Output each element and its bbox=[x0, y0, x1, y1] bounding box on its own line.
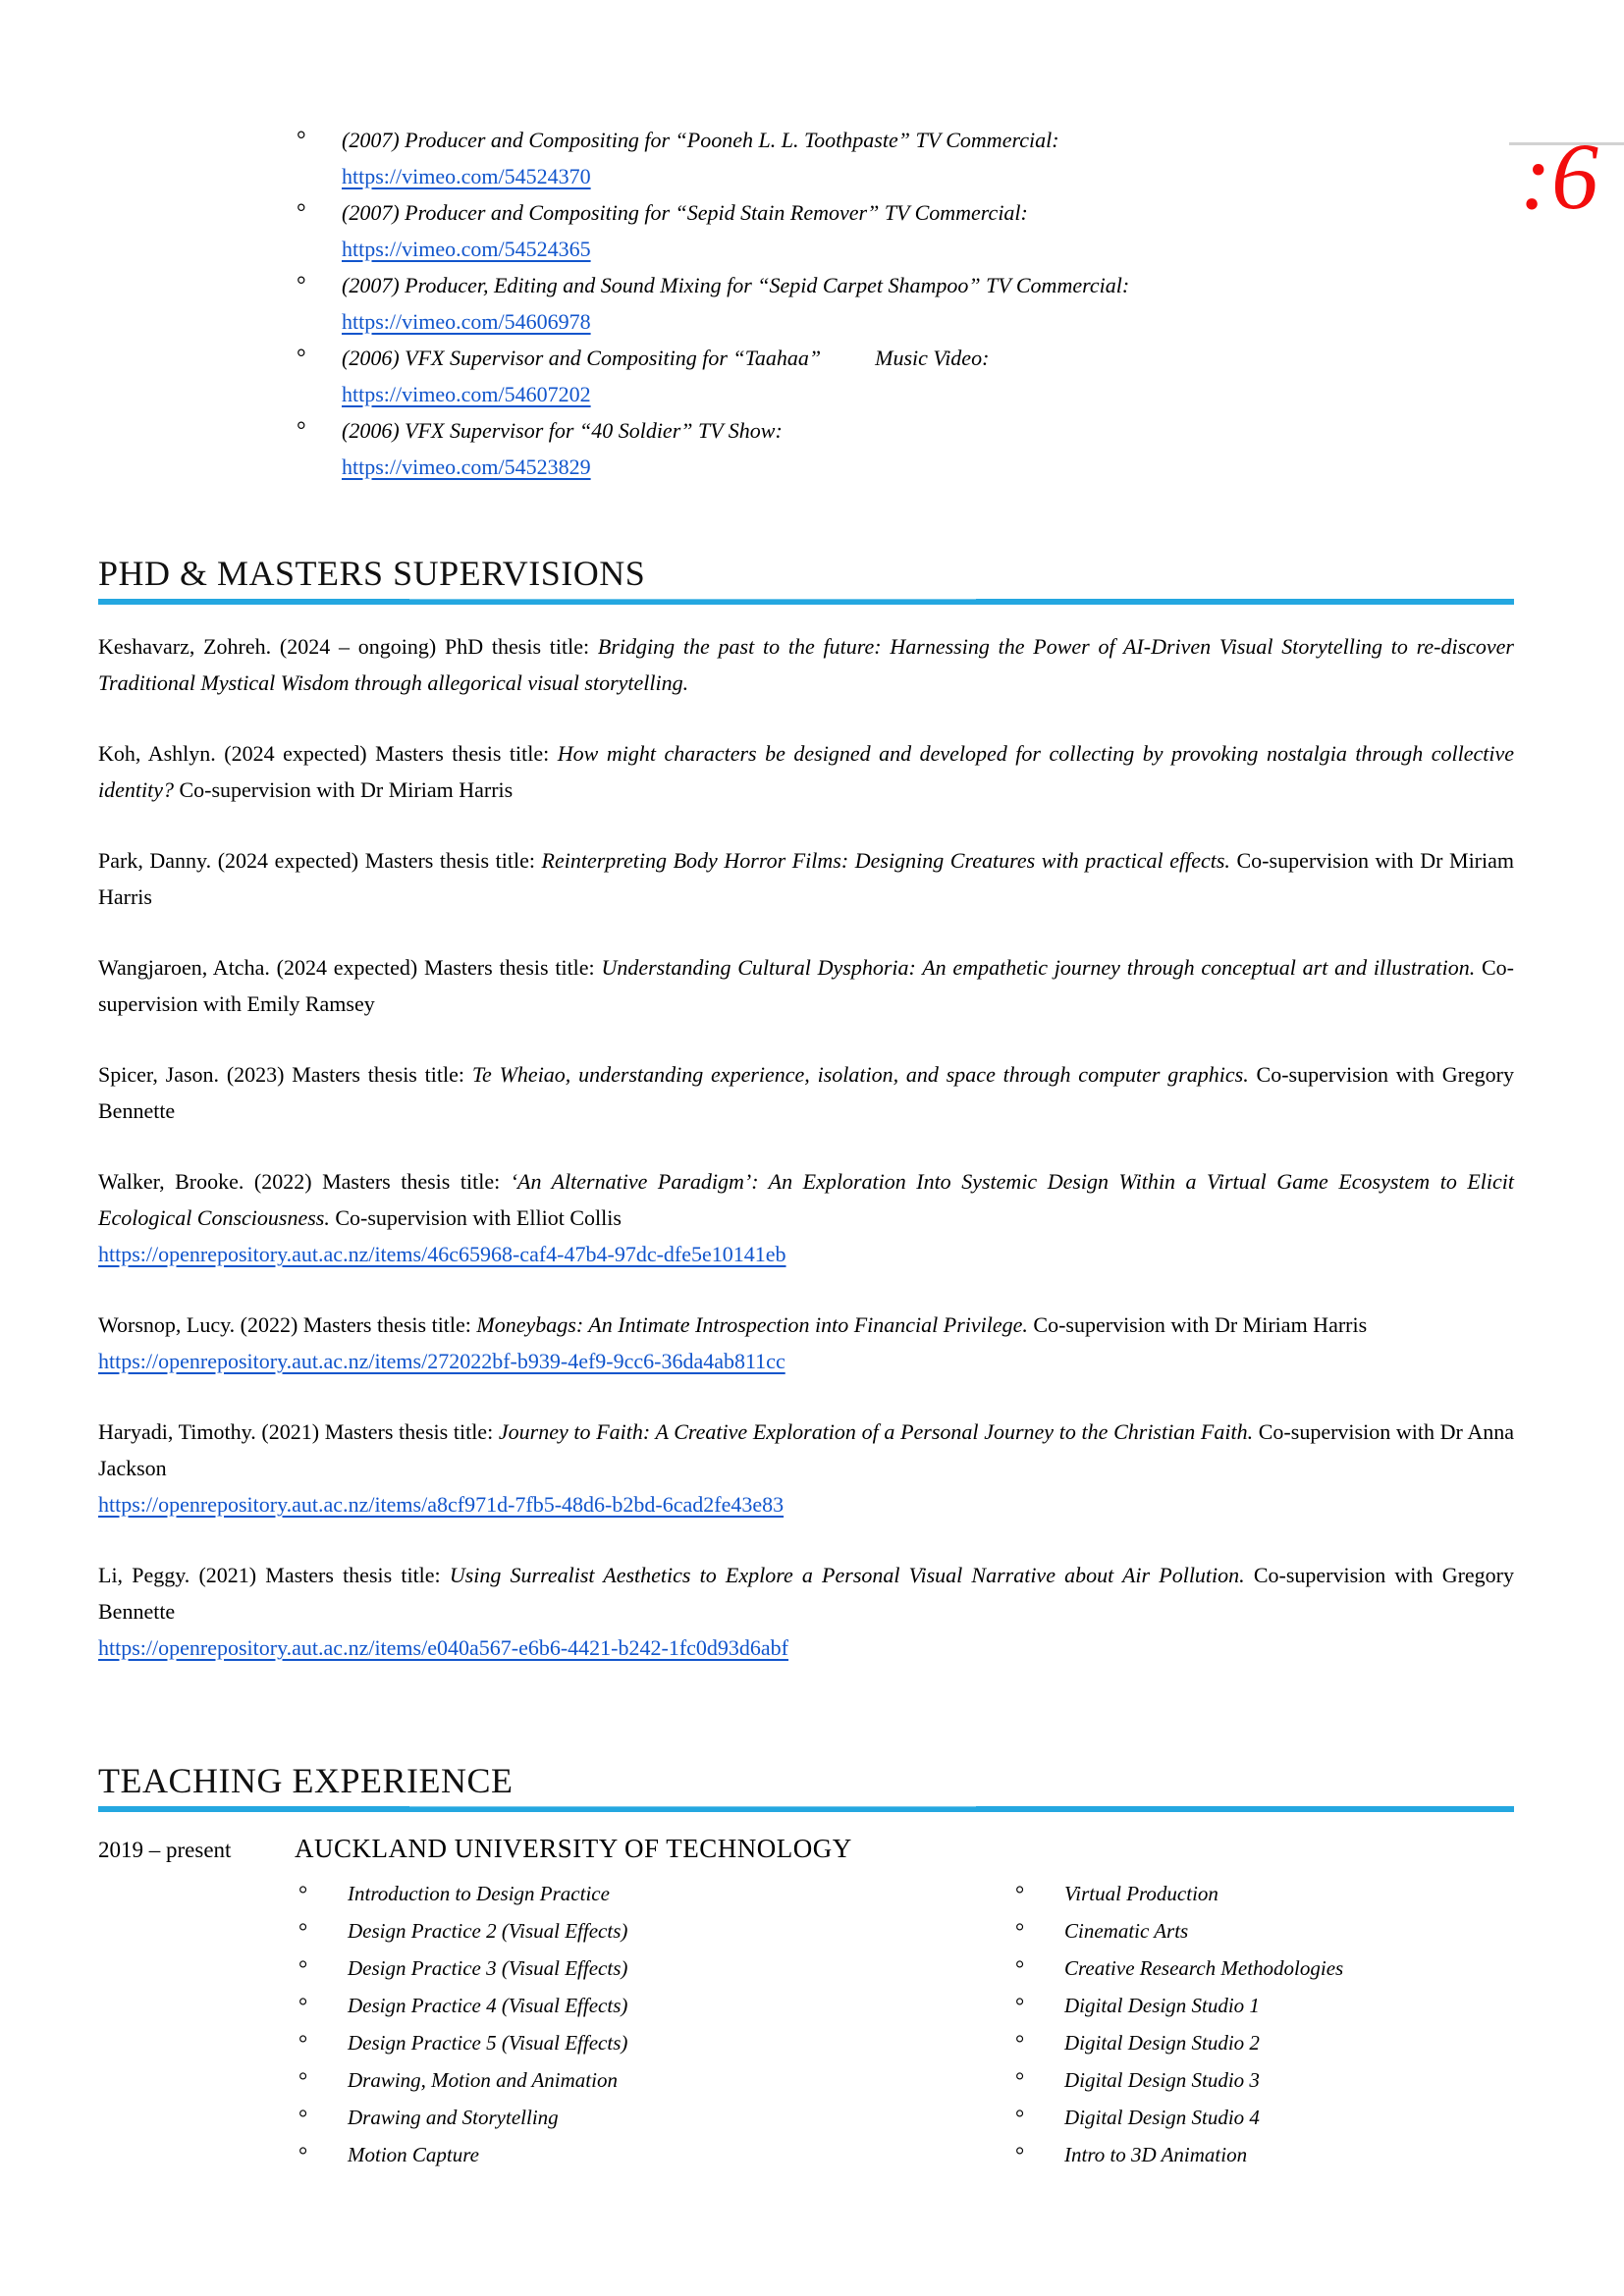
circle-bullet-icon: ° bbox=[1015, 1919, 1025, 1944]
circle-bullet-icon: ° bbox=[1015, 2106, 1025, 2130]
circle-bullet-icon: ° bbox=[298, 2106, 308, 2130]
supervision-entry: Keshavarz, Zohreh. (2024 – ongoing) PhD thesis title: Bridging the past to the future: Harnessing the Power of AI-Driven Visual Storytelling to re-discover Traditional Mystical Wisdom through allegorical visual storytelling. bbox=[98, 634, 1514, 695]
repository-link[interactable]: https://openrepository.aut.ac.nz/items/a8cf971d-7fb5-48d6-b2bd-6cad2fe43e83 bbox=[98, 1492, 785, 1517]
repository-link[interactable]: https://openrepository.aut.ac.nz/items/46c65968-caf4-47b4-97dc-dfe5e10141eb bbox=[98, 1242, 786, 1266]
circle-bullet-icon: ° bbox=[1015, 2031, 1025, 2056]
circle-bullet-icon: ° bbox=[297, 128, 306, 153]
supervision-entry: Li, Peggy. (2021) Masters thesis title: Using Surrealist Aesthetics to Explore a Personal Visual Narrative about Air Pollution. Co-supervision with Gregory Bennette https://openrepository.aut.ac.nz/items/e040a567-e6b6-4421-b242-1fc0d93d6abf bbox=[98, 1557, 1514, 1666]
film-credits-list bbox=[295, 122, 1326, 485]
course-item: ° Motion Capture bbox=[297, 2136, 964, 2173]
supervision-entry: Park, Danny. (2024 expected) Masters thesis title: Reinterpreting Body Horror Films: Designing Creatures with practical effects. Co-supervision with Dr Miriam Harris bbox=[98, 848, 1515, 909]
course-item: ° Design Practice 3 (Visual Effects) bbox=[297, 1949, 964, 1987]
supervision-entry: Walker, Brooke. (2022) Masters thesis title: ‘An Alternative Paradigm’: An Exploration Into Systemic Design Within a Virtual Game Ecosystem to Elicit Ecological Consciousness. Co-supervision with Elliot Collis https://openrepository.aut.ac.nz/items/46c65968-caf4-47b4-97dc-dfe5e10141eb bbox=[98, 1163, 1514, 1272]
page-number: :6 bbox=[1520, 124, 1598, 229]
course-item: ° Digital Design Studio 3 bbox=[1013, 2061, 1563, 2099]
thesis-title: Understanding Cultural Dysphoria: An empathetic journey through conceptual art and illustration. bbox=[601, 955, 1476, 980]
circle-bullet-icon: ° bbox=[1015, 1994, 1025, 2018]
vimeo-link[interactable]: https://vimeo.com/54606978 bbox=[342, 309, 591, 334]
supervision-entry: Wangjaroen, Atcha. (2024 expected) Masters thesis title: Understanding Cultural Dysphoria: An empathetic journey through conceptual art and illustration. Co-supervision with Emily Ramsey bbox=[98, 955, 1515, 1016]
section-heading-supervisions: PHD & MASTERS SUPERVISIONS bbox=[98, 554, 646, 593]
course-item: ° Cinematic Arts bbox=[1013, 1912, 1563, 1949]
course-item: ° Design Practice 2 (Visual Effects) bbox=[297, 1912, 964, 1949]
course-list-right bbox=[1013, 1875, 1563, 2173]
circle-bullet-icon: ° bbox=[1015, 1956, 1025, 1981]
circle-bullet-icon: ° bbox=[1015, 2068, 1025, 2093]
thesis-title: Journey to Faith: A Creative Exploration of a Personal Journey to the Christian Faith. bbox=[498, 1419, 1254, 1444]
supervision-entry: Koh, Ashlyn. (2024 expected) Masters thesis title: How might characters be designed and developed for collecting by provoking nostalgia through collective identity? Co-supervision with Dr Miriam Harris bbox=[98, 741, 1515, 802]
circle-bullet-icon: ° bbox=[298, 1919, 308, 1944]
credit-text: (2006) VFX Supervisor and Compositing for “Taahaa” Music Video: bbox=[342, 346, 990, 370]
vimeo-link[interactable]: https://vimeo.com/54524370 bbox=[342, 164, 591, 188]
heading-underline bbox=[98, 599, 1514, 605]
thesis-title: Bridging the past to the future: Harnessing the Power of AI-Driven Visual Storytelling to re-discover Traditional Mystical Wisdom through allegorical visual storytelling. bbox=[98, 634, 1514, 695]
circle-bullet-icon: ° bbox=[297, 346, 306, 371]
course-item: ° Creative Research Methodologies bbox=[1013, 1949, 1563, 1987]
circle-bullet-icon: ° bbox=[298, 2031, 308, 2056]
credit-text: (2007) Producer and Compositing for “Pooneh L. L. Toothpaste” TV Commercial: bbox=[342, 128, 1059, 152]
course-item: ° Drawing and Storytelling bbox=[297, 2099, 964, 2136]
vimeo-link[interactable]: https://vimeo.com/54524365 bbox=[342, 237, 591, 261]
credit-item bbox=[295, 412, 1326, 485]
credit-item bbox=[295, 194, 1326, 267]
course-item: ° Digital Design Studio 1 bbox=[1013, 1987, 1563, 2024]
credit-item bbox=[295, 340, 1326, 412]
credit-text: (2007) Producer, Editing and Sound Mixing for “Sepid Carpet Shampoo” TV Commercial: bbox=[342, 273, 1130, 297]
credit-text: (2007) Producer and Compositing for “Sepid Stain Remover” TV Commercial: bbox=[342, 200, 1028, 225]
vimeo-link[interactable]: https://vimeo.com/54523829 bbox=[342, 454, 591, 479]
circle-bullet-icon: ° bbox=[298, 2143, 308, 2167]
course-item: ° Virtual Production bbox=[1013, 1875, 1563, 1912]
supervision-entry: Worsnop, Lucy. (2022) Masters thesis title: Moneybags: An Intimate Introspection into Financial Privilege. Co-supervision with Dr Miriam Harris https://openrepository.aut.ac.nz/items/272022bf-b939-4ef9-9cc6-36da4ab811cc bbox=[98, 1307, 1514, 1379]
thesis-title: Using Surrealist Aesthetics to Explore a Personal Visual Narrative about Air Pollution. bbox=[449, 1563, 1245, 1587]
course-item: ° Digital Design Studio 2 bbox=[1013, 2024, 1563, 2061]
section-heading-teaching: TEACHING EXPERIENCE bbox=[98, 1761, 514, 1800]
vimeo-link[interactable]: https://vimeo.com/54607202 bbox=[342, 382, 591, 406]
course-item: ° Design Practice 4 (Visual Effects) bbox=[297, 1987, 964, 2024]
credit-item bbox=[295, 267, 1326, 340]
credit-item bbox=[295, 122, 1326, 194]
supervision-entry: Spicer, Jason. (2023) Masters thesis title: Te Wheiao, understanding experience, isolation, and space through computer graphics. Co-supervision with Gregory Bennette bbox=[98, 1062, 1515, 1123]
thesis-title: ‘An Alternative Paradigm’: An Exploration Into Systemic Design Within a Virtual Game Ecosystem to Elicit Ecological Consciousness. bbox=[98, 1169, 1514, 1230]
course-list-left bbox=[297, 1875, 964, 2173]
thesis-title: Moneybags: An Intimate Introspection into Financial Privilege. bbox=[476, 1312, 1028, 1337]
circle-bullet-icon: ° bbox=[298, 2068, 308, 2093]
course-item: ° Drawing, Motion and Animation bbox=[297, 2061, 964, 2099]
course-item: ° Intro to 3D Animation bbox=[1013, 2136, 1563, 2173]
thesis-title: How might characters be designed and developed for collecting by provoking nostalgia through collective identity? bbox=[98, 741, 1515, 802]
teaching-institution: AUCKLAND UNIVERSITY OF TECHNOLOGY bbox=[295, 1834, 852, 1863]
repository-link[interactable]: https://openrepository.aut.ac.nz/items/272022bf-b939-4ef9-9cc6-36da4ab811cc bbox=[98, 1349, 785, 1373]
thesis-title: Te Wheiao, understanding experience, isolation, and space through computer graphics. bbox=[471, 1062, 1249, 1087]
circle-bullet-icon: ° bbox=[297, 273, 306, 298]
course-item: ° Digital Design Studio 4 bbox=[1013, 2099, 1563, 2136]
course-item: ° Design Practice 5 (Visual Effects) bbox=[297, 2024, 964, 2061]
circle-bullet-icon: ° bbox=[298, 1956, 308, 1981]
circle-bullet-icon: ° bbox=[298, 1994, 308, 2018]
circle-bullet-icon: ° bbox=[298, 1882, 308, 1906]
repository-link[interactable]: https://openrepository.aut.ac.nz/items/e040a567-e6b6-4421-b242-1fc0d93d6abf bbox=[98, 1635, 789, 1660]
circle-bullet-icon: ° bbox=[1015, 1882, 1025, 1906]
supervision-entries bbox=[98, 628, 1514, 1700]
circle-bullet-icon: ° bbox=[1015, 2143, 1025, 2167]
course-item: ° Introduction to Design Practice bbox=[297, 1875, 964, 1912]
circle-bullet-icon: ° bbox=[297, 200, 306, 226]
credit-text: (2006) VFX Supervisor for “40 Soldier” TV Show: bbox=[342, 418, 783, 443]
teaching-period: 2019 – present bbox=[98, 1838, 232, 1862]
heading-underline bbox=[98, 1806, 1514, 1812]
supervision-entry: Haryadi, Timothy. (2021) Masters thesis title: Journey to Faith: A Creative Exploration of a Personal Journey to the Christian Faith. Co-supervision with Dr Anna Jackson https://openrepository.aut.ac.nz/items/a8cf971d-7fb5-48d6-b2bd-6cad2fe43e83 bbox=[98, 1414, 1514, 1522]
thesis-title: Reinterpreting Body Horror Films: Designing Creatures with practical effects. bbox=[541, 848, 1230, 873]
circle-bullet-icon: ° bbox=[297, 418, 306, 444]
